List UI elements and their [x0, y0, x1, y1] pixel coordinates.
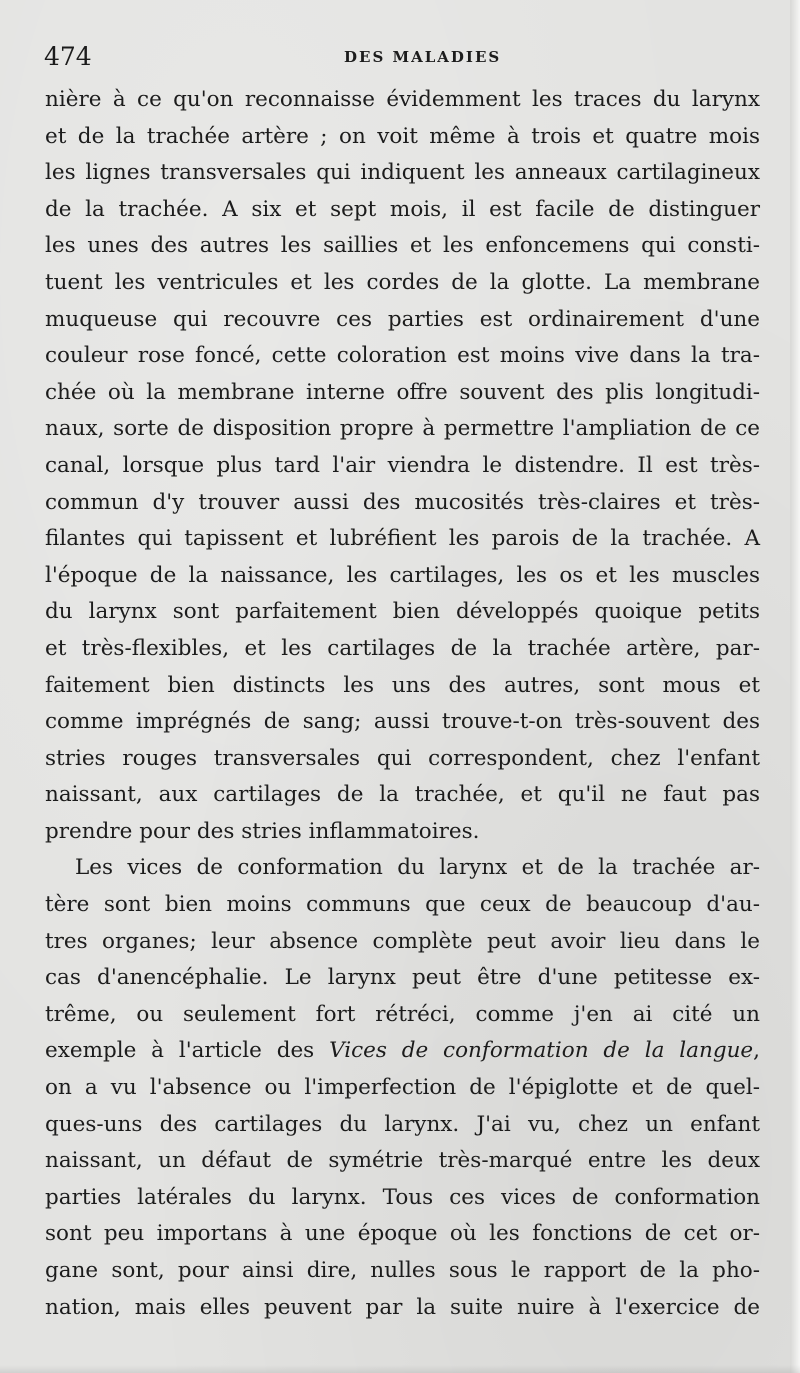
text-line: du larynx sont parfaitement bien développés quoique petits [45, 599, 760, 625]
text-line: chée où la membrane interne offre souvent des plis longitudi- [45, 379, 760, 405]
text-line: nation, mais elles peuvent par la suite nuire à l'exercice de [45, 1294, 760, 1320]
text-line: prendre pour des stries inflammatoires. [45, 818, 480, 844]
text-line: de la trachée. A six et sept mois, il est facile de distinguer [45, 196, 760, 222]
text-line: faitement bien distincts les uns des autres, sont mous et [45, 672, 760, 698]
text-line: commun d'y trouver aussi des mucosités très-claires et très- [45, 489, 760, 515]
text-line: nière à ce qu'on reconnaisse évidemment les traces du larynx [45, 87, 760, 112]
text-line: trême, ou seulement fort rétréci, comme j'en ai cité un [45, 1001, 760, 1027]
text-line: et de la trachée artère ; on voit même à trois et quatre mois [45, 123, 760, 149]
text-line: canal, lorsque plus tard l'air viendra le distendre. Il est très- [45, 452, 760, 478]
text-line: parties latérales du larynx. Tous ces vices de conformation [45, 1184, 760, 1210]
text-run: exemple à l'article des [45, 1038, 330, 1064]
text-line: l'époque de la naissance, les cartilages, les os et les muscles [45, 562, 760, 588]
text-line: filantes qui tapissent et lubréfient les parois de la trachée. A [45, 526, 760, 552]
paragraph-2 [45, 850, 760, 1326]
text-line: tère sont bien moins communs que ceux de beaucoup d'au- [45, 892, 760, 918]
text-line: naissant, un défaut de symétrie très-marqué entre les deux [45, 1148, 760, 1174]
text-line: cas d'anencéphalie. Le larynx peut être d'une petitesse ex- [45, 965, 760, 991]
page-number: 474 [44, 42, 92, 71]
text-line: naux, sorte de disposition propre à permettre l'ampliation de ce [45, 416, 760, 442]
text-line: muqueuse qui recouvre ces parties est ordinairement d'une [45, 306, 760, 332]
text-line: naissant, aux cartilages de la trachée, et qu'il ne faut pas [45, 782, 760, 808]
body-text [45, 82, 760, 1326]
text-line: les unes des autres les saillies et les enfoncemens qui consti- [45, 233, 760, 259]
text-run: , [753, 1038, 760, 1064]
paragraph-1 [45, 82, 760, 850]
text-line: tres organes; leur absence complète peut avoir lieu dans le [45, 928, 760, 954]
running-head: DES MALADIES [344, 48, 502, 66]
page-bottom-shadow [0, 1365, 800, 1373]
text-line: et très-flexibles, et les cartilages de la trachée artère, par- [45, 635, 760, 661]
text-line: tuent les ventricules et les cordes de la glotte. La membrane [45, 269, 760, 295]
text-line: Les vices de conformation du larynx et de la trachée ar- [75, 855, 760, 881]
text-line: comme imprégnés de sang; aussi trouve-t-on très-souvent des [45, 709, 760, 735]
text-line: les lignes transversales qui indiquent les anneaux cartilagineux [45, 160, 760, 186]
italic-title: Vices de conformation de la langue [329, 1038, 754, 1064]
text-line: stries rouges transversales qui correspondent, chez l'enfant [45, 745, 760, 771]
text-line: gane sont, pour ainsi dire, nulles sous le rapport de la pho- [45, 1258, 760, 1283]
text-line: couleur rose foncé, cette coloration est moins vive dans la tra- [45, 343, 760, 369]
text-line: on a vu l'absence ou l'imperfection de l'épiglotte et de quel- [45, 1075, 760, 1101]
text-line [45, 1033, 760, 1070]
page-edge [790, 0, 800, 1373]
text-line: sont peu importans à une époque où les fonctions de cet or- [45, 1221, 760, 1247]
text-line: ques-uns des cartilages du larynx. J'ai vu, chez un enfant [45, 1111, 760, 1137]
page-header [44, 42, 760, 76]
